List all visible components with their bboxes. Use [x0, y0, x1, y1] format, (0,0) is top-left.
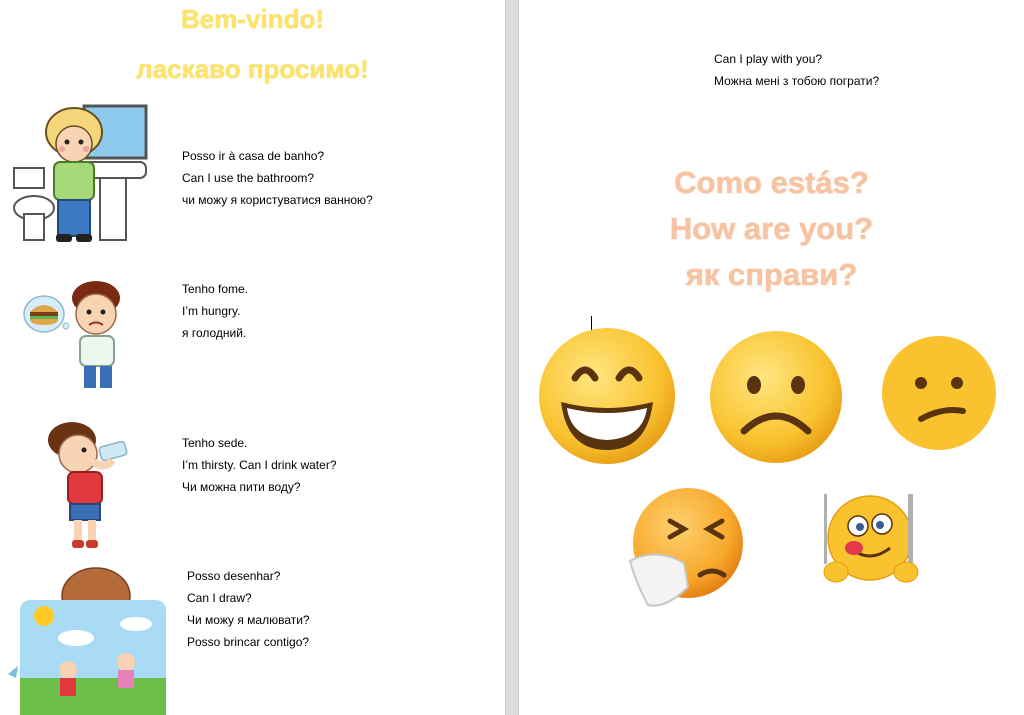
hungry-phrases	[182, 278, 248, 344]
phrase-line: Can I draw?	[187, 591, 252, 605]
heading-ukrainian: як справи?	[685, 257, 858, 292]
play-phrases	[714, 48, 879, 92]
phrase-line: Posso desenhar?	[187, 569, 281, 583]
thirsty-phrases	[182, 432, 337, 498]
phrase-line: я голодний.	[182, 326, 247, 340]
phrase-line: Tenho fome.	[182, 282, 249, 296]
frowning-face-icon	[708, 329, 844, 465]
grinning-face-icon	[537, 326, 677, 466]
phrase-line: Posso ir à casa de banho?	[182, 149, 325, 163]
confused-face-icon	[881, 335, 997, 451]
heading-portuguese: Como estás?	[674, 165, 869, 200]
hungry-face-icon	[820, 490, 920, 590]
welcome-title-portuguese: Bem-vindo!	[181, 4, 324, 34]
phrase-line: Чи можу я малювати?	[187, 613, 310, 627]
thirsty-boy-icon	[42, 420, 132, 552]
sneezing-face-icon	[626, 487, 746, 611]
phrase-line: Чи можна пити воду?	[182, 480, 301, 494]
phrase-line: Можна мені з тобою пограти?	[714, 74, 880, 88]
phrase-line: Can I play with you?	[714, 52, 823, 66]
bathroom-phrases	[182, 145, 373, 211]
phrase-line: Posso brincar contigo?	[187, 635, 310, 649]
welcome-title-ukrainian: ласкаво просимо!	[136, 54, 369, 84]
heading-english: How are you?	[669, 211, 874, 246]
phrase-line: Can I use the bathroom?	[182, 171, 315, 185]
page-gutter	[505, 0, 519, 715]
document-page-left	[0, 0, 505, 715]
hungry-boy-icon	[22, 278, 132, 393]
phrase-line: I’m hungry.	[182, 304, 241, 318]
phrase-line: чи можу я користуватися ванною?	[182, 193, 373, 207]
bathroom-boy-icon	[12, 104, 152, 244]
phrase-line: Tenho sede.	[182, 436, 248, 450]
phrase-line: I’m thirsty. Can I drink water?	[182, 458, 337, 472]
playing-kids-icon	[6, 566, 166, 715]
drawing-phrases	[187, 565, 310, 653]
